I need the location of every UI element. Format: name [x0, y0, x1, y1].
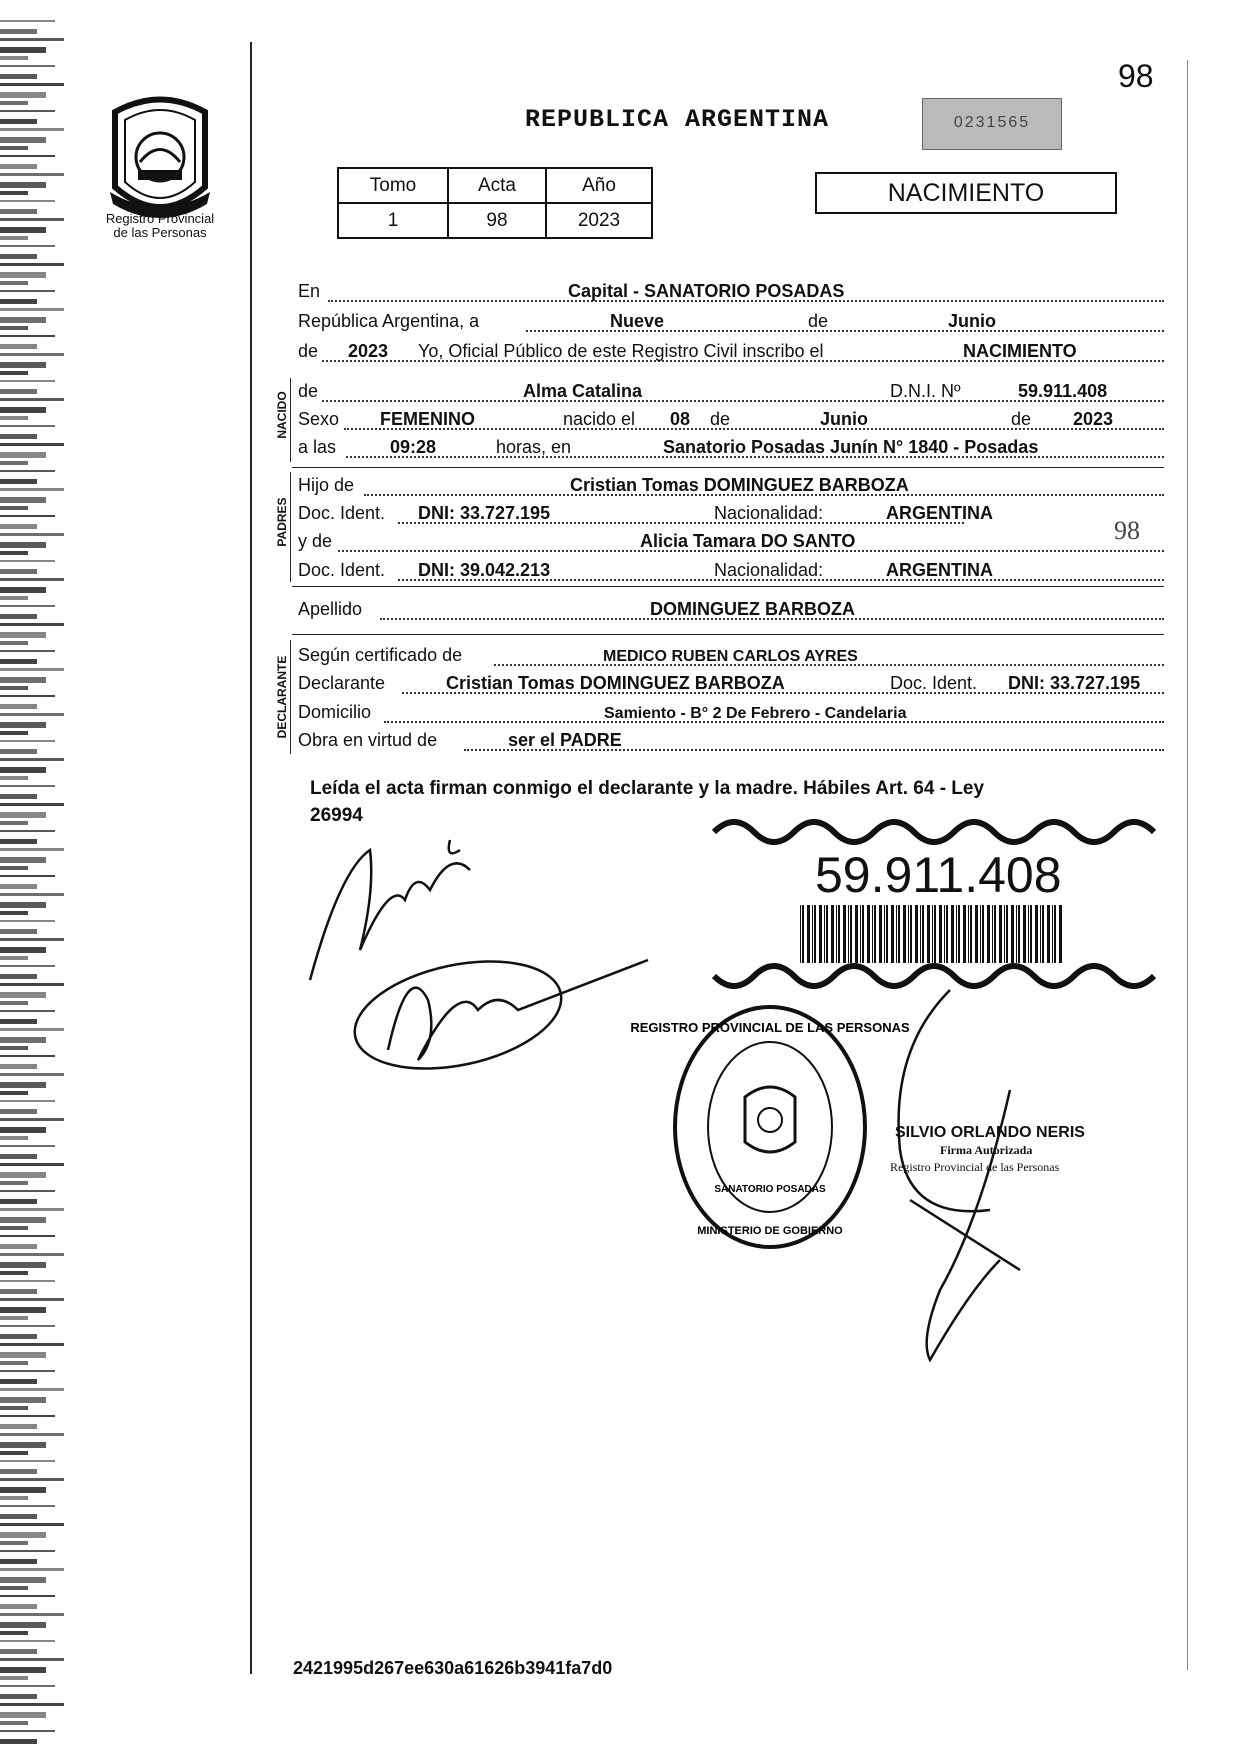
yde-label: y de — [298, 531, 333, 551]
stamp-middle-text: SANATORIO POSADAS — [714, 1184, 826, 1195]
mother-nat-label: Nacionalidad: — [714, 560, 824, 580]
value-acta: 98 — [448, 203, 546, 238]
domicilio-label: Domicilio — [298, 702, 372, 722]
value-ano: 2023 — [546, 203, 652, 238]
stamp-outer-text: REGISTRO PROVINCIAL DE LAS PERSONAS — [630, 1020, 910, 1035]
de-label: de — [808, 311, 829, 331]
intro-line-1 — [298, 280, 1164, 304]
registry-header-row — [338, 168, 652, 203]
value-tomo: 1 — [338, 203, 448, 238]
section-padres: PADRES — [275, 497, 289, 547]
de2-label: de — [298, 341, 319, 361]
declarante-label: Declarante — [298, 673, 386, 693]
father-doc: DNI: 33.727.195 — [418, 503, 551, 523]
registry-table — [337, 167, 653, 239]
margin-note: 98 — [1114, 516, 1140, 545]
padres-line-3 — [298, 530, 1164, 554]
closing-line2: 26994 — [310, 805, 363, 826]
inscribe-label: Yo, Oficial Público de este Registro Civil inscribo el — [418, 341, 824, 361]
domicilio-value: Samiento - B° 2 De Febrero - Candelaria — [604, 705, 907, 722]
apellido-line — [298, 598, 1164, 622]
nacido-bar — [290, 378, 291, 462]
mother-doc: DNI: 39.042.213 — [418, 560, 551, 580]
child-dni: 59.911.408 — [1018, 381, 1108, 401]
document-title: REPUBLICA ARGENTINA — [525, 105, 830, 134]
nacido-de2-label: de — [710, 409, 731, 429]
page-number: 98 — [1118, 58, 1154, 94]
father-doc-label: Doc. Ident. — [298, 503, 386, 523]
intro-act: NACIMIENTO — [963, 341, 1077, 361]
dni-label: D.N.I. Nº — [890, 381, 961, 401]
header-ano: Año — [546, 168, 652, 203]
declarante-bar — [290, 640, 291, 754]
padres-line-1 — [298, 474, 1164, 498]
father-nat-label: Nacionalidad: — [714, 503, 824, 523]
birth-day: 08 — [670, 409, 691, 429]
decl-line-1 — [298, 644, 1164, 668]
nacido-de-label: de — [298, 381, 319, 401]
nacido-de3-label: de — [1011, 409, 1032, 429]
official-org: Registro Provincial de las Personas — [890, 1160, 1060, 1174]
rep-label: República Argentina, a — [298, 311, 480, 331]
nacido-line-3 — [298, 436, 1164, 460]
apellido-value: DOMINGUEZ BARBOZA — [650, 599, 855, 619]
hijo-de-label: Hijo de — [298, 475, 355, 495]
seal-code: 0231565 — [953, 114, 1031, 131]
birth-year: 2023 — [1073, 409, 1114, 429]
intro-month: Junio — [948, 311, 996, 331]
sexo-label: Sexo — [298, 409, 340, 429]
logo-caption-line2: de las Personas — [113, 225, 207, 240]
document-hash: 2421995d267ee630a61626b3941fa7d0 — [293, 1658, 613, 1678]
header-tomo: Tomo — [338, 168, 448, 203]
alas-label: a las — [298, 437, 337, 457]
obra-label: Obra en virtud de — [298, 730, 438, 750]
divider-3 — [292, 634, 1164, 635]
father-nationality: ARGENTINA — [886, 503, 993, 523]
decl-line-4 — [298, 729, 1164, 753]
declarant-doc-label: Doc. Ident. — [890, 673, 978, 693]
birth-month: Junio — [820, 409, 868, 429]
mother-nationality: ARGENTINA — [886, 560, 993, 580]
security-seal — [922, 98, 1062, 150]
decl-line-2 — [298, 672, 1164, 696]
intro-day: Nueve — [610, 311, 665, 331]
scan-edge-noise — [0, 0, 80, 1752]
nacido-line-2 — [298, 408, 1164, 432]
divider-2 — [292, 586, 1164, 587]
id-number: 59.911.408 — [815, 847, 1062, 903]
stamp-bottom-text: MINISTERIO DE GOBIERNO — [697, 1225, 843, 1237]
official-name: SILVIO ORLANDO NERIS — [895, 1124, 1085, 1141]
mother-name: Alicia Tamara DO SANTO — [640, 531, 856, 551]
horas-label: horas, en — [496, 437, 572, 457]
section-declarante: DECLARANTE — [275, 655, 289, 739]
registry-value-row — [338, 203, 652, 238]
section-nacido: NACIDO — [275, 391, 289, 439]
birth-place: Sanatorio Posadas Junín N° 1840 - Posadas — [663, 437, 1039, 457]
security-wave-pattern — [714, 812, 1164, 842]
apellido-label: Apellido — [298, 599, 363, 619]
nacido-el-label: nacido el — [563, 409, 636, 429]
child-name: Alma Catalina — [523, 381, 643, 401]
declarant-doc: DNI: 33.727.195 — [1008, 673, 1141, 693]
official-role: Firma Autorizada — [940, 1143, 1033, 1157]
logo-caption — [84, 212, 236, 240]
en-label: En — [298, 281, 321, 301]
padres-bar — [290, 472, 291, 582]
handwritten-signature-declarant — [348, 940, 668, 1080]
intro-line-2 — [298, 310, 1164, 334]
left-margin-line — [250, 42, 252, 1674]
declarant-name: Cristian Tomas DOMINGUEZ BARBOZA — [446, 673, 785, 693]
intro-line-3 — [298, 340, 1164, 364]
right-margin-line — [1187, 60, 1188, 1670]
logo-caption-line1: Registro Provincial — [105, 211, 215, 226]
father-name: Cristian Tomas DOMINGUEZ BARBOZA — [570, 475, 909, 495]
birth-time: 09:28 — [390, 437, 437, 457]
header-acta: Acta — [448, 168, 546, 203]
cert-label: Según certificado de — [298, 645, 463, 665]
divider-1 — [292, 467, 1164, 468]
padres-line-4 — [298, 559, 1164, 583]
intro-year: 2023 — [348, 341, 389, 361]
closing-line1: Leída el acta firman conmigo el declarante y la madre. Hábiles Art. 64 - Ley — [310, 778, 985, 799]
record-type-box: NACIMIENTO — [815, 172, 1117, 214]
child-sex: FEMENINO — [380, 409, 476, 429]
padres-line-2 — [298, 502, 1164, 526]
nacido-line-1 — [298, 380, 1164, 404]
decl-line-3 — [298, 701, 1164, 725]
obra-value: ser el PADRE — [508, 730, 622, 750]
barcode — [800, 905, 1065, 963]
intro-place: Capital - SANATORIO POSADAS — [568, 281, 845, 301]
certifier: MEDICO RUBEN CARLOS AYRES — [603, 648, 858, 665]
official-stamp — [630, 1002, 910, 1252]
mother-doc-label: Doc. Ident. — [298, 560, 386, 580]
